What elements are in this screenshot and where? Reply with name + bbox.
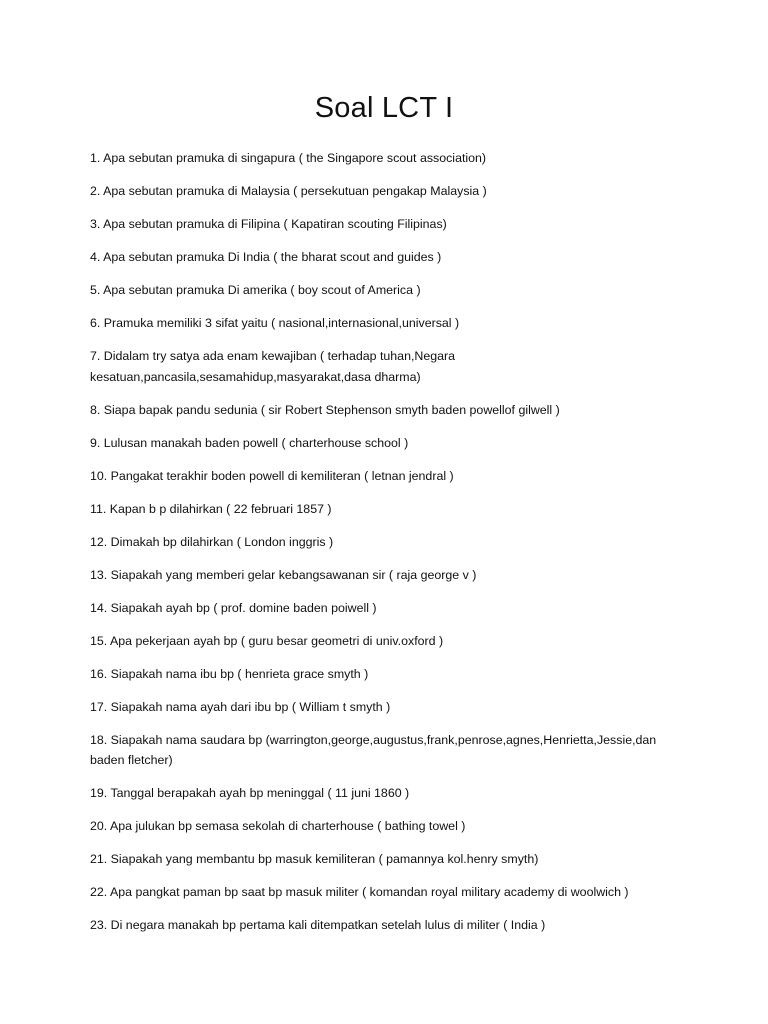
question-item: 15. Apa pekerjaan ayah bp ( guru besar geometri di univ.oxford ): [90, 633, 444, 648]
question-item: 1. Apa sebutan pramuka di singapura ( the Singapore scout association): [90, 151, 487, 165]
question-item: 8. Siapa bapak pandu sedunia ( sir Robert Stephenson smyth baden powellof gilwell ): [90, 402, 560, 417]
question-item: 4. Apa sebutan pramuka Di India ( the bharat scout and guides ): [90, 250, 442, 264]
question-item: 9. Lulusan manakah baden powell ( charterhouse school ): [90, 435, 409, 450]
question-list: [90, 148, 690, 948]
question-item: 21. Siapakah yang membantu bp masuk kemiliteran ( pamannya kol.henry smyth): [90, 852, 539, 866]
question-item: 19. Tanggal berapakah ayah bp meninggal ( 11 juni 1860 ): [90, 786, 410, 800]
question-item: 3. Apa sebutan pramuka di Filipina ( Kapatiran scouting Filipinas): [90, 217, 447, 231]
document-title: Soal LCT I: [314, 92, 454, 124]
question-item: 23. Di negara manakah bp pertama kali ditempatkan setelah lulus di militer ( India ): [90, 918, 546, 932]
question-item: 6. Pramuka memiliki 3 sifat yaitu ( nasional,internasional,universal ): [90, 316, 460, 330]
question-item: 14. Siapakah ayah bp ( prof. domine baden poiwell ): [90, 600, 377, 615]
question-item: 18. Siapakah nama saudara bp (warrington,george,augustus,frank,penrose,agnes,Henrietta,Jessie,dan baden fletcher): [90, 732, 657, 767]
question-item: 22. Apa pangkat paman bp saat bp masuk militer ( komandan royal military academy di woolwich ): [90, 885, 629, 899]
question-item: 13. Siapakah yang memberi gelar kebangsawanan sir ( raja george v ): [90, 567, 477, 582]
question-item: 7. Didalam try satya ada enam kewajiban ( terhadap tuhan,Negara kesatuan,pancasila,sesamahidup,masyarakat,dasa dharma): [90, 349, 456, 384]
question-item: 5. Apa sebutan pramuka Di amerika ( boy scout of America ): [90, 283, 421, 297]
question-item: 2. Apa sebutan pramuka di Malaysia ( persekutuan pengakap Malaysia ): [90, 184, 487, 198]
question-item: 12. Dimakah bp dilahirkan ( London inggris ): [90, 534, 334, 549]
question-item: 20. Apa julukan bp semasa sekolah di charterhouse ( bathing towel ): [90, 819, 466, 833]
question-item: 16. Siapakah nama ibu bp ( henrieta grace smyth ): [90, 666, 369, 681]
question-item: 11. Kapan b p dilahirkan ( 22 februari 1857 ): [90, 501, 332, 516]
question-item: 17. Siapakah nama ayah dari ibu bp ( William t smyth ): [90, 699, 391, 714]
question-item: 10. Pangakat terakhir boden powell di kemiliteran ( letnan jendral ): [90, 468, 454, 483]
